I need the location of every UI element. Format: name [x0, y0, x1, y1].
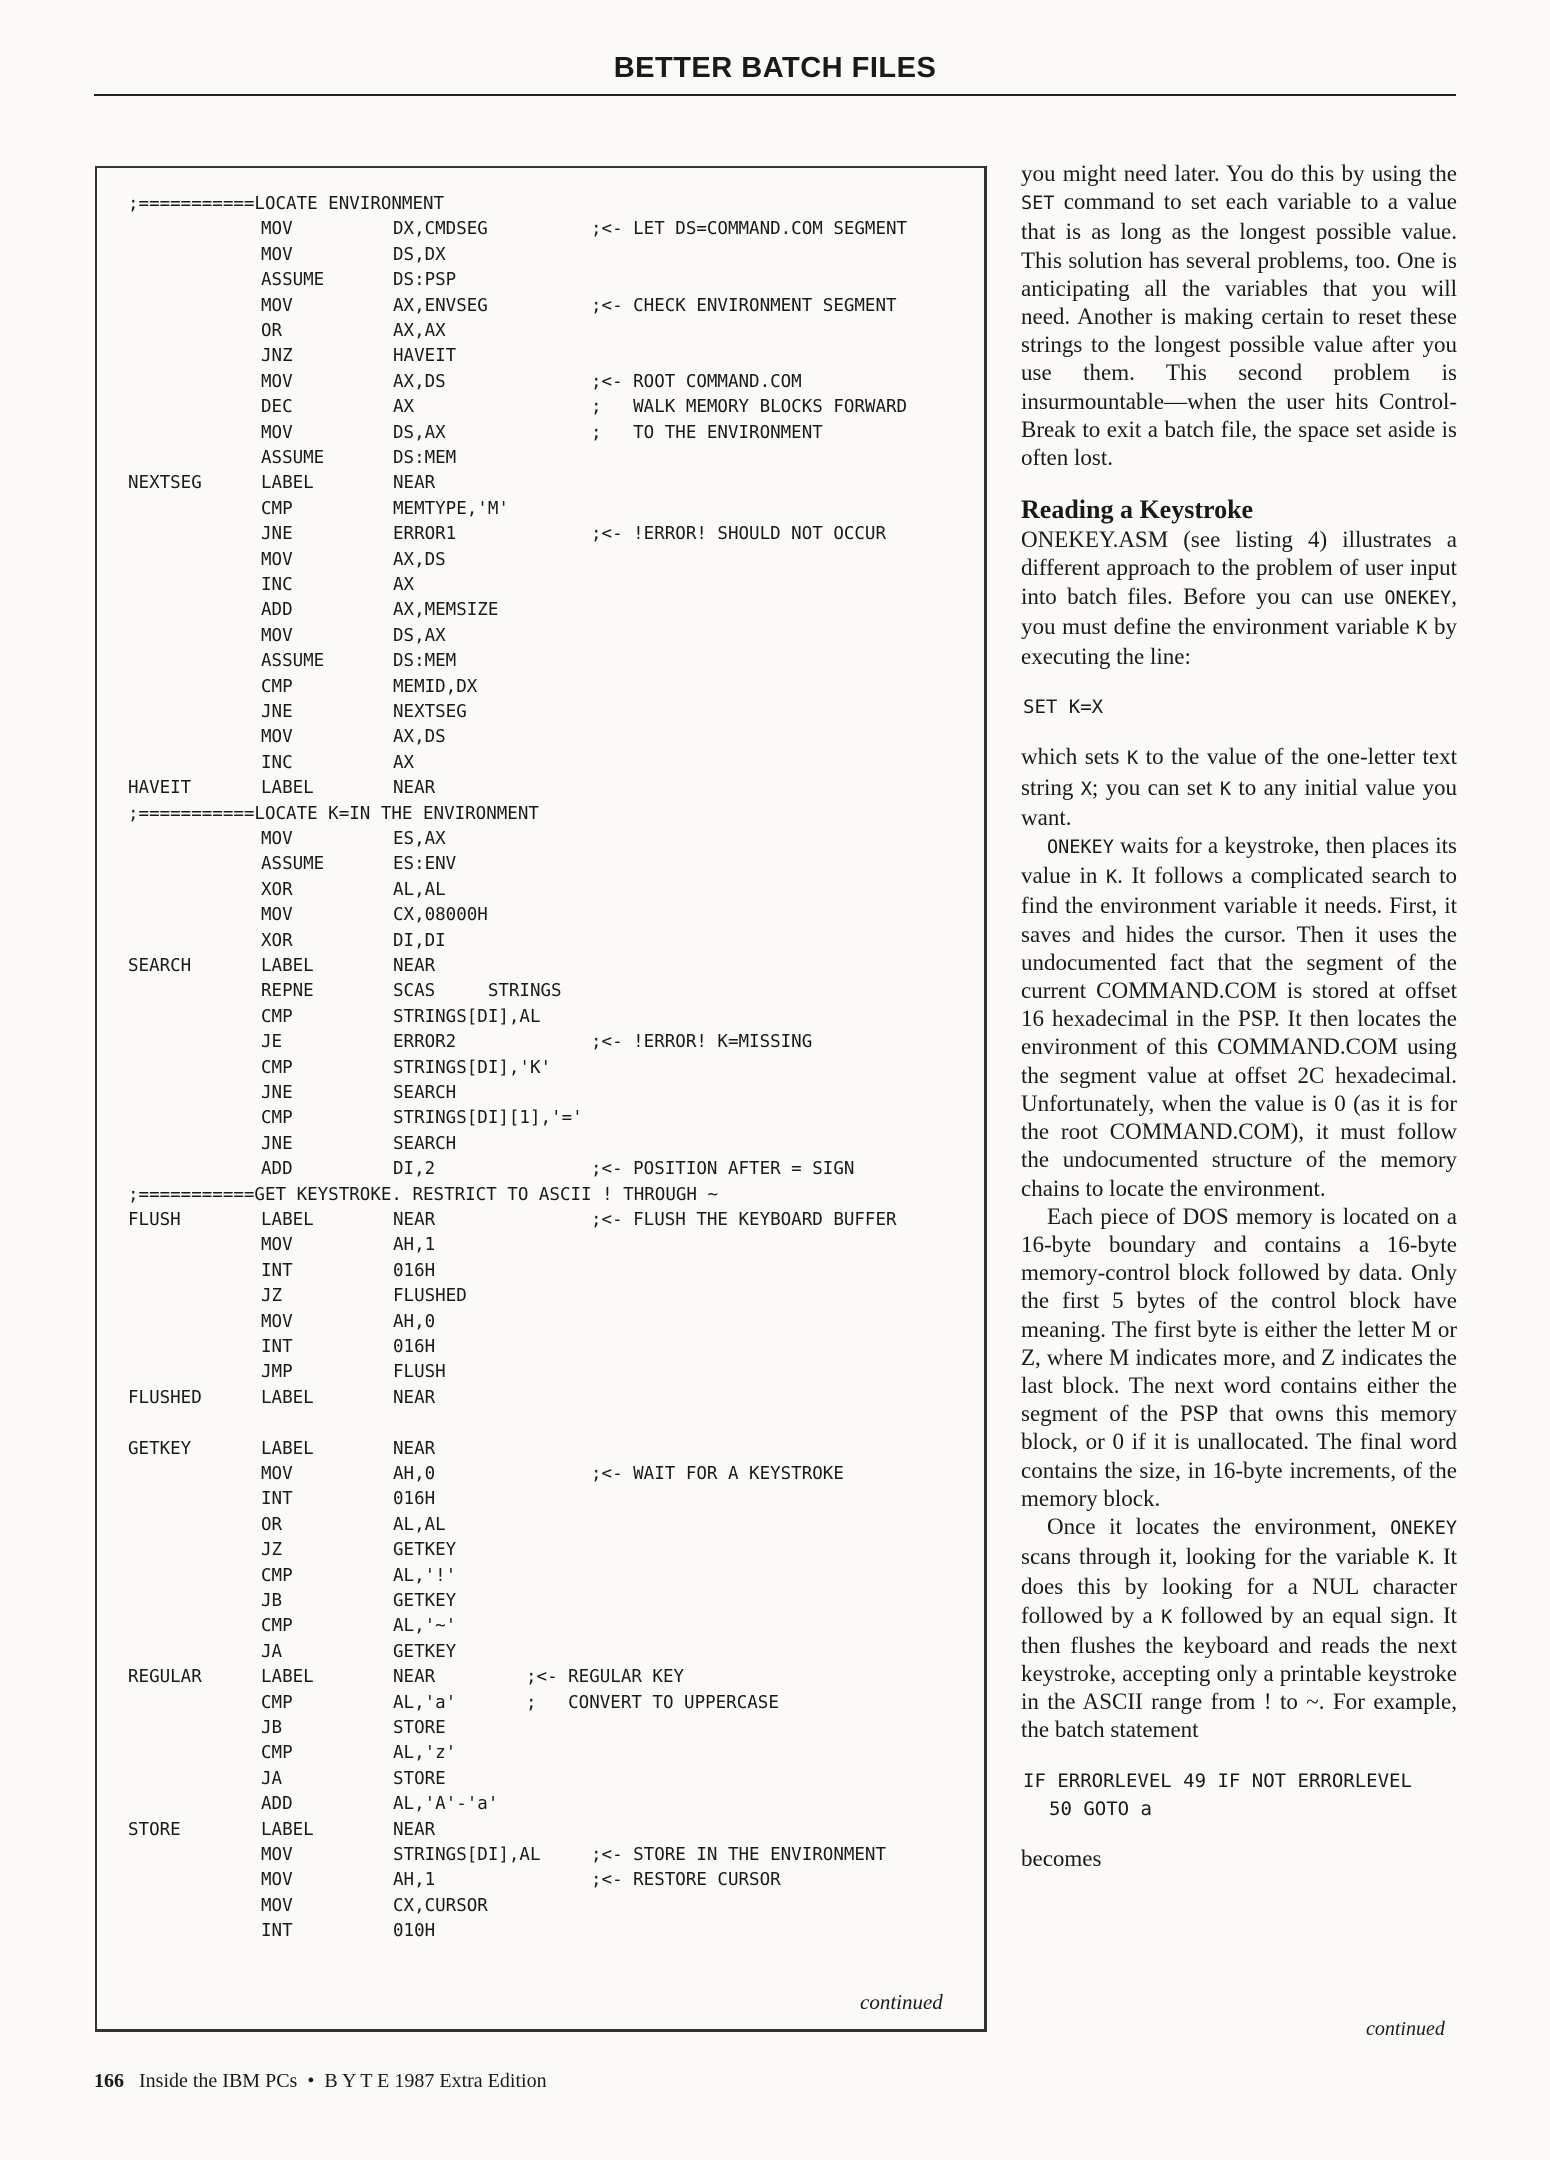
- code-operand: CX,08000H: [393, 905, 488, 926]
- magazine-name: B Y T E 1987 Extra Edition: [324, 2070, 547, 2092]
- page-footer: [94, 2070, 547, 2093]
- paragraph-5: Each piece of DOS memory is located on a 16-byte boundary and contains a 16-byte memory-control block followed by data. Only the first 5 bytes of the control block have meaning. The first byte is either the letter M or Z, where M indicates more, and Z indicates the last block. The next word contains either the segment of the PSP that owns this memory block, or 0 if it is unallocated. The final word contains the size, in 16-byte increments, of the memory block.: [1021, 1203, 1457, 1511]
- code-opcode: INC: [261, 752, 293, 773]
- paragraph-2: ONEKEY.ASM (see listing 4) illustrates a different approach to the problem of user input into batch files. Before you can use ONEKEY, you must define the environment variable K by executing the line:: [1021, 527, 1458, 670]
- code-operand: DS,AX: [393, 422, 446, 443]
- code-operand: MEMID,DX: [393, 676, 478, 697]
- code-label: FLUSHED: [128, 1387, 202, 1408]
- code-operand: NEXTSEG: [393, 702, 467, 722]
- code-opcode: INC: [261, 575, 293, 595]
- code-operand: DI,2: [393, 1159, 436, 1180]
- code-opcode: MOV: [261, 371, 293, 392]
- code-operand: AH,0: [393, 1311, 436, 1332]
- code-label: GETKEY: [128, 1438, 192, 1459]
- code-opcode: LABEL: [261, 1387, 314, 1408]
- code-operand: NEAR: [393, 1387, 436, 1408]
- code-opcode: MOV: [261, 422, 293, 443]
- article-text-column: [1021, 160, 1457, 1873]
- code-operand: GETKEY: [393, 1591, 457, 1611]
- code-opcode: MOV: [261, 1845, 293, 1865]
- code-operand: AX: [393, 575, 415, 595]
- code-opcode: MOV: [261, 1311, 293, 1332]
- code-opcode: MOV: [261, 1464, 293, 1484]
- code-opcode: LABEL: [261, 1819, 314, 1840]
- code-operand: NEAR: [393, 1438, 436, 1459]
- code-opcode: CMP: [261, 1108, 293, 1129]
- code-operand: AL,AL: [393, 879, 446, 900]
- code-opcode: CMP: [261, 1743, 293, 1764]
- code-operand: AH,0: [393, 1464, 436, 1484]
- code-opcode: JNZ: [261, 346, 293, 367]
- code-opcode: MOV: [261, 829, 293, 849]
- code-label: NEXTSEG: [128, 473, 202, 494]
- code-operand: STRINGS[DI],AL: [393, 1006, 541, 1027]
- code-opcode: XOR: [261, 930, 293, 951]
- code-label: STORE: [128, 1819, 181, 1840]
- code-comment: ;<- FLUSH THE KEYBOARD BUFFER: [591, 1210, 897, 1230]
- code-comment: ;<- POSITION AFTER = SIGN: [591, 1159, 855, 1180]
- code-operand: DX,CMDSEG: [393, 219, 488, 240]
- code-opcode: ASSUME: [261, 270, 325, 291]
- code-opcode: MOV: [261, 219, 293, 240]
- code-opcode: CMP: [261, 1006, 293, 1027]
- code-label: SEARCH: [128, 956, 192, 976]
- code-comment: ;<- CHECK ENVIRONMENT SEGMENT: [591, 295, 897, 316]
- code-operand: DI,DI: [393, 930, 446, 951]
- code-operand: ES:ENV: [393, 854, 457, 875]
- code-operand: DS:MEM: [393, 651, 457, 672]
- page-number: 166: [94, 2070, 124, 2092]
- code-operand: AX,ENVSEG: [393, 295, 488, 316]
- code-operand: FLUSH: [393, 1362, 446, 1383]
- running-head-title: BETTER BATCH FILES: [613, 52, 937, 84]
- code-label: FLUSH: [128, 1210, 181, 1230]
- code-opcode: JE: [261, 1032, 283, 1053]
- code-comment: ;<- RESTORE CURSOR: [591, 1870, 781, 1891]
- code-operand: AX,DS: [393, 549, 446, 570]
- code-operand: STORE: [393, 1768, 446, 1789]
- code-operand: NEAR: [393, 1819, 436, 1840]
- code-opcode: CMP: [261, 498, 293, 519]
- code-opcode: INT: [261, 1260, 293, 1281]
- code-label: ;===========GET KEYSTROKE. RESTRICT TO ASCII ! THROUGH ~: [128, 1184, 719, 1205]
- code-opcode: MOV: [261, 295, 293, 316]
- code-comment: ; WALK MEMORY BLOCKS FORWARD: [591, 397, 908, 418]
- code-operand: AL,'z': [393, 1743, 457, 1764]
- footer-bullet: •: [307, 2070, 315, 2092]
- code-opcode: MOV: [261, 244, 293, 265]
- listing-continued-label: continued: [860, 1990, 943, 2014]
- paragraph-7: becomes: [1021, 1845, 1102, 1871]
- code-operand: AL,'~': [393, 1616, 457, 1637]
- code-operand: STORE: [393, 1718, 446, 1738]
- code-operand: AL,'!': [393, 1565, 457, 1586]
- code-operand: CX,CURSOR: [393, 1895, 488, 1916]
- code-comment: ; TO THE ENVIRONMENT: [591, 422, 823, 443]
- code-opcode: LABEL: [261, 778, 314, 799]
- code-operand: NEAR: [393, 1667, 436, 1688]
- code-opcode: MOV: [261, 1235, 293, 1256]
- code-opcode: JB: [261, 1591, 283, 1611]
- code-operand: NEAR: [393, 778, 436, 799]
- code-operand: 010H: [393, 1921, 436, 1942]
- code-comment: ;<- REGULAR KEY: [526, 1667, 685, 1688]
- code-opcode: JNE: [261, 1133, 293, 1154]
- code-operand: SCAS STRINGS: [393, 981, 562, 1002]
- paragraph-1: you might need later. You do this by using the SET command to set each variable to a value that is as long as the longest possible value. This solution has several problems, too. One is anticipating all the variables that you will need. Another is making certain to reset these strings to the longest possible value after you use them. This second problem is insurmountable—when the user hits Control-Break to exit a batch file, the space set aside is often lost.: [1021, 161, 1457, 471]
- code-opcode: INT: [261, 1337, 293, 1357]
- code-operand: STRINGS[DI],'K': [393, 1057, 552, 1078]
- code-operand: HAVEIT: [393, 346, 457, 367]
- code-operand: AX,DS: [393, 371, 446, 392]
- paragraph-4: ONEKEY waits for a keystroke, then places its value in K. It follows a complicated search to find the environment variable it needs. First, it saves and hides the cursor. Then it uses the undocumented fact that the segment of the current COMMAND.COM is stored at offset 16 hexadecimal in the PSP. It then locates the environment of this COMMAND.COM using the segment value at offset 2C hexadecimal. Unfortunately, when the value is 0 (as it is for the root COMMAND.COM), it must follow the undocumented structure of the memory chains to locate the environment.: [1021, 833, 1457, 1201]
- code-opcode: CMP: [261, 676, 293, 697]
- code-comment: ;<- !ERROR! K=MISSING: [591, 1032, 813, 1053]
- code-comment: ;<- !ERROR! SHOULD NOT OCCUR: [591, 524, 887, 545]
- code-opcode: ASSUME: [261, 651, 325, 672]
- code-opcode: ADD: [261, 1159, 293, 1180]
- code-opcode: OR: [261, 321, 283, 341]
- code-opcode: LABEL: [261, 473, 314, 494]
- code-listing-box: [95, 166, 987, 2032]
- code-opcode: CMP: [261, 1692, 293, 1713]
- code-opcode: JA: [261, 1641, 283, 1662]
- code-operand: AX,DS: [393, 727, 446, 748]
- code-opcode: ADD: [261, 600, 293, 621]
- code-opcode: MOV: [261, 905, 293, 926]
- code-operand: AL,AL: [393, 1514, 446, 1535]
- code-operand: 016H: [393, 1337, 436, 1357]
- paragraph-6: Once it locates the environment, ONEKEY scans through it, looking for the variable K. It does this by looking for a NUL character followed by a K followed by an equal sign. It then flushes the keyboard and reads the next keystroke, accepting only a printable keystroke in the ASCII range from ! to ~. For example, the batch statement: [1021, 1513, 1457, 1743]
- code-label: ;===========LOCATE K=IN THE ENVIRONMENT: [128, 803, 539, 824]
- code-operand: 016H: [393, 1260, 436, 1281]
- code-opcode: JNE: [261, 1083, 293, 1103]
- code-operand: STRINGS[DI][1],'=': [393, 1108, 583, 1129]
- code-example-set-k: SET K=X: [1023, 696, 1104, 719]
- code-operand: STRINGS[DI],AL: [393, 1845, 541, 1865]
- code-opcode: CMP: [261, 1057, 293, 1078]
- code-opcode: ASSUME: [261, 448, 325, 468]
- code-opcode: MOV: [261, 549, 293, 570]
- code-opcode: JA: [261, 1768, 283, 1789]
- code-opcode: JNE: [261, 524, 293, 545]
- code-operand: MEMTYPE,'M': [393, 498, 509, 519]
- code-opcode: DEC: [261, 397, 293, 418]
- code-label: ;===========LOCATE ENVIRONMENT: [128, 194, 445, 214]
- code-operand: DS:MEM: [393, 448, 457, 468]
- code-opcode: REPNE: [261, 981, 314, 1002]
- code-operand: AH,1: [393, 1235, 436, 1256]
- code-operand: NEAR: [393, 1210, 436, 1230]
- code-operand: FLUSHED: [393, 1286, 467, 1307]
- code-opcode: CMP: [261, 1616, 293, 1637]
- code-operand: SEARCH: [393, 1133, 457, 1154]
- text-continued-label: continued: [1366, 2018, 1445, 2040]
- code-operand: AX,AX: [393, 321, 446, 341]
- code-operand: GETKEY: [393, 1540, 457, 1561]
- code-opcode: LABEL: [261, 1210, 314, 1230]
- code-opcode: XOR: [261, 879, 293, 900]
- code-operand: NEAR: [393, 956, 436, 976]
- code-opcode: JMP: [261, 1362, 293, 1383]
- code-operand: DS,AX: [393, 625, 446, 646]
- subhead-reading-a-keystroke: Reading a Keystroke: [1021, 495, 1254, 525]
- code-operand: ES,AX: [393, 829, 446, 849]
- code-operand: DS:PSP: [393, 270, 457, 291]
- code-opcode: OR: [261, 1514, 283, 1535]
- code-opcode: MOV: [261, 625, 293, 646]
- code-operand: GETKEY: [393, 1641, 457, 1662]
- code-opcode: JB: [261, 1718, 283, 1738]
- code-opcode: MOV: [261, 1895, 293, 1916]
- code-opcode: ASSUME: [261, 854, 325, 875]
- code-opcode: LABEL: [261, 1438, 314, 1459]
- code-operand: AX: [393, 397, 415, 418]
- code-operand: AX: [393, 752, 415, 773]
- code-operand: ERROR2: [393, 1032, 457, 1053]
- code-opcode: ADD: [261, 1794, 293, 1815]
- code-operand: AL,'a': [393, 1692, 457, 1713]
- code-operand: SEARCH: [393, 1083, 457, 1103]
- paragraph-3: which sets K to the value of the one-letter text string X; you can set K to any initial value you want.: [1021, 744, 1457, 830]
- header-rule: [94, 94, 1456, 96]
- code-operand: DS,DX: [393, 244, 446, 265]
- code-operand: AH,1: [393, 1870, 436, 1891]
- code-example-errorlevel: IF ERRORLEVEL 49 IF NOT ERRORLEVEL 50 GOTO a: [1023, 1769, 1412, 1820]
- code-comment: ;<- LET DS=COMMAND.COM SEGMENT: [591, 219, 908, 240]
- code-operand: AX,MEMSIZE: [393, 600, 499, 621]
- code-opcode: LABEL: [261, 1667, 314, 1688]
- code-opcode: LABEL: [261, 956, 314, 976]
- code-opcode: MOV: [261, 1870, 293, 1891]
- code-opcode: JZ: [261, 1286, 283, 1307]
- code-comment: ; CONVERT TO UPPERCASE: [526, 1692, 779, 1713]
- code-operand: ERROR1: [393, 524, 457, 545]
- code-label: HAVEIT: [128, 778, 192, 799]
- code-comment: ;<- WAIT FOR A KEYSTROKE: [591, 1464, 844, 1484]
- code-operand: NEAR: [393, 473, 436, 494]
- code-operand: 016H: [393, 1489, 436, 1510]
- code-opcode: CMP: [261, 1565, 293, 1586]
- publication-title: Inside the IBM PCs: [139, 2070, 298, 2092]
- code-operand: AL,'A'-'a': [393, 1794, 499, 1815]
- code-opcode: JNE: [261, 702, 293, 722]
- code-comment: ;<- ROOT COMMAND.COM: [591, 371, 802, 392]
- code-opcode: MOV: [261, 727, 293, 748]
- code-opcode: INT: [261, 1489, 293, 1510]
- code-opcode: INT: [261, 1921, 293, 1942]
- code-opcode: JZ: [261, 1540, 283, 1561]
- code-label: REGULAR: [128, 1667, 202, 1688]
- code-comment: ;<- STORE IN THE ENVIRONMENT: [591, 1845, 887, 1865]
